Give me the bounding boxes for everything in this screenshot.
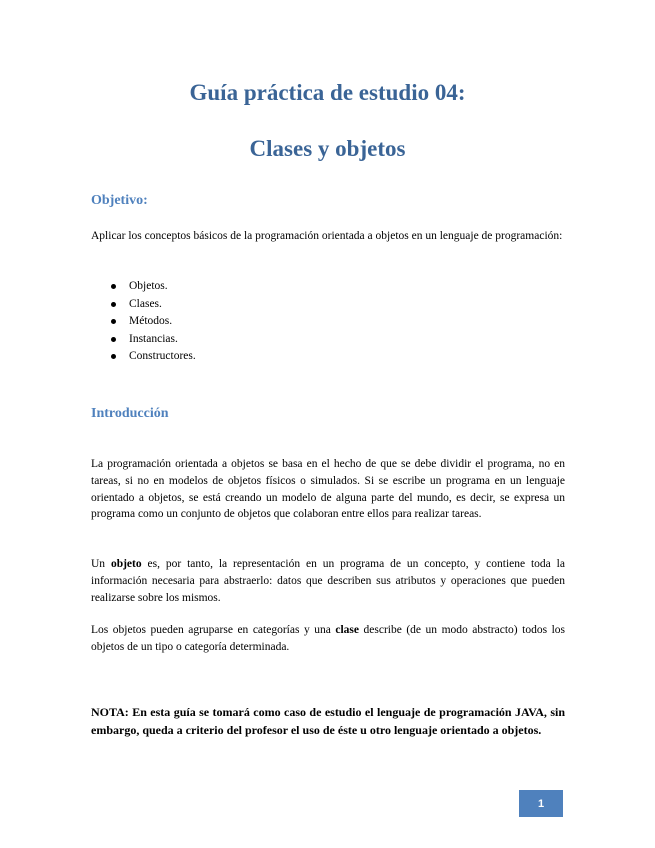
list-item-label: Instancias. [129, 332, 178, 345]
paragraph-text: Un [91, 558, 111, 570]
list-item [91, 331, 196, 349]
intro-paragraph-1: La programación orientada a objetos se basa en el hecho de que se debe dividir el programa, no en tareas, si no en modelos de objetos físicos o simulados. Si se escribe un programa en un lenguaje orientado a objetos, se está creando un modelo de alguna parte del mundo, es decir, se expresa un programa como un conjunto de objetos que colaboran entre ellos para realizar tareas. [91, 458, 565, 521]
introduccion-heading: Introducción [91, 406, 169, 421]
paragraph-text: es, por tanto, la representación en un programa de un concepto, y contiene toda la información necesaria para abstraerlo: datos que describen sus atributos y operaciones que pueden realizarse sobre los mismos. [91, 558, 565, 604]
intro-paragraph-2 [91, 556, 565, 606]
document-title: Guía práctica de estudio 04: [189, 80, 466, 105]
list-item-label: Métodos. [129, 315, 173, 327]
list-item-label: Objetos. [129, 280, 168, 292]
paragraph-text: describe (de un modo abstracto) todos los objetos de un tipo o categoría determinada. [91, 624, 566, 653]
term-clase: clase [335, 624, 359, 636]
paragraph-text: Los objetos pueden agruparse en categorías y una [91, 624, 336, 636]
list-item-label: Clases. [129, 297, 162, 310]
term-objeto: objeto [110, 558, 142, 570]
objetivo-heading: Objetivo: [91, 193, 148, 208]
bullet-icon [111, 337, 116, 342]
intro-paragraph-3 [91, 622, 565, 656]
objetivo-list [91, 278, 196, 366]
bullet-icon [111, 302, 116, 307]
objetivo-text: Aplicar los conceptos básicos de la programación orientada a objetos en un lenguaje de programación: [91, 230, 563, 242]
list-item [91, 296, 196, 314]
page-number: 1 [519, 790, 563, 817]
bullet-icon [111, 354, 116, 359]
list-item [91, 348, 196, 366]
list-item [91, 278, 196, 296]
list-item-label: Constructores. [129, 350, 196, 362]
document-subtitle: Clases y objetos [249, 136, 406, 161]
bullet-icon [111, 319, 116, 324]
bullet-icon [111, 284, 116, 289]
note-paragraph: NOTA: En esta guía se tomará como caso de estudio el lenguaje de programación JAVA, sin embargo, queda a criterio del profesor el uso de éste u otro lenguaje orientado a objetos. [91, 705, 565, 737]
list-item [91, 313, 196, 331]
